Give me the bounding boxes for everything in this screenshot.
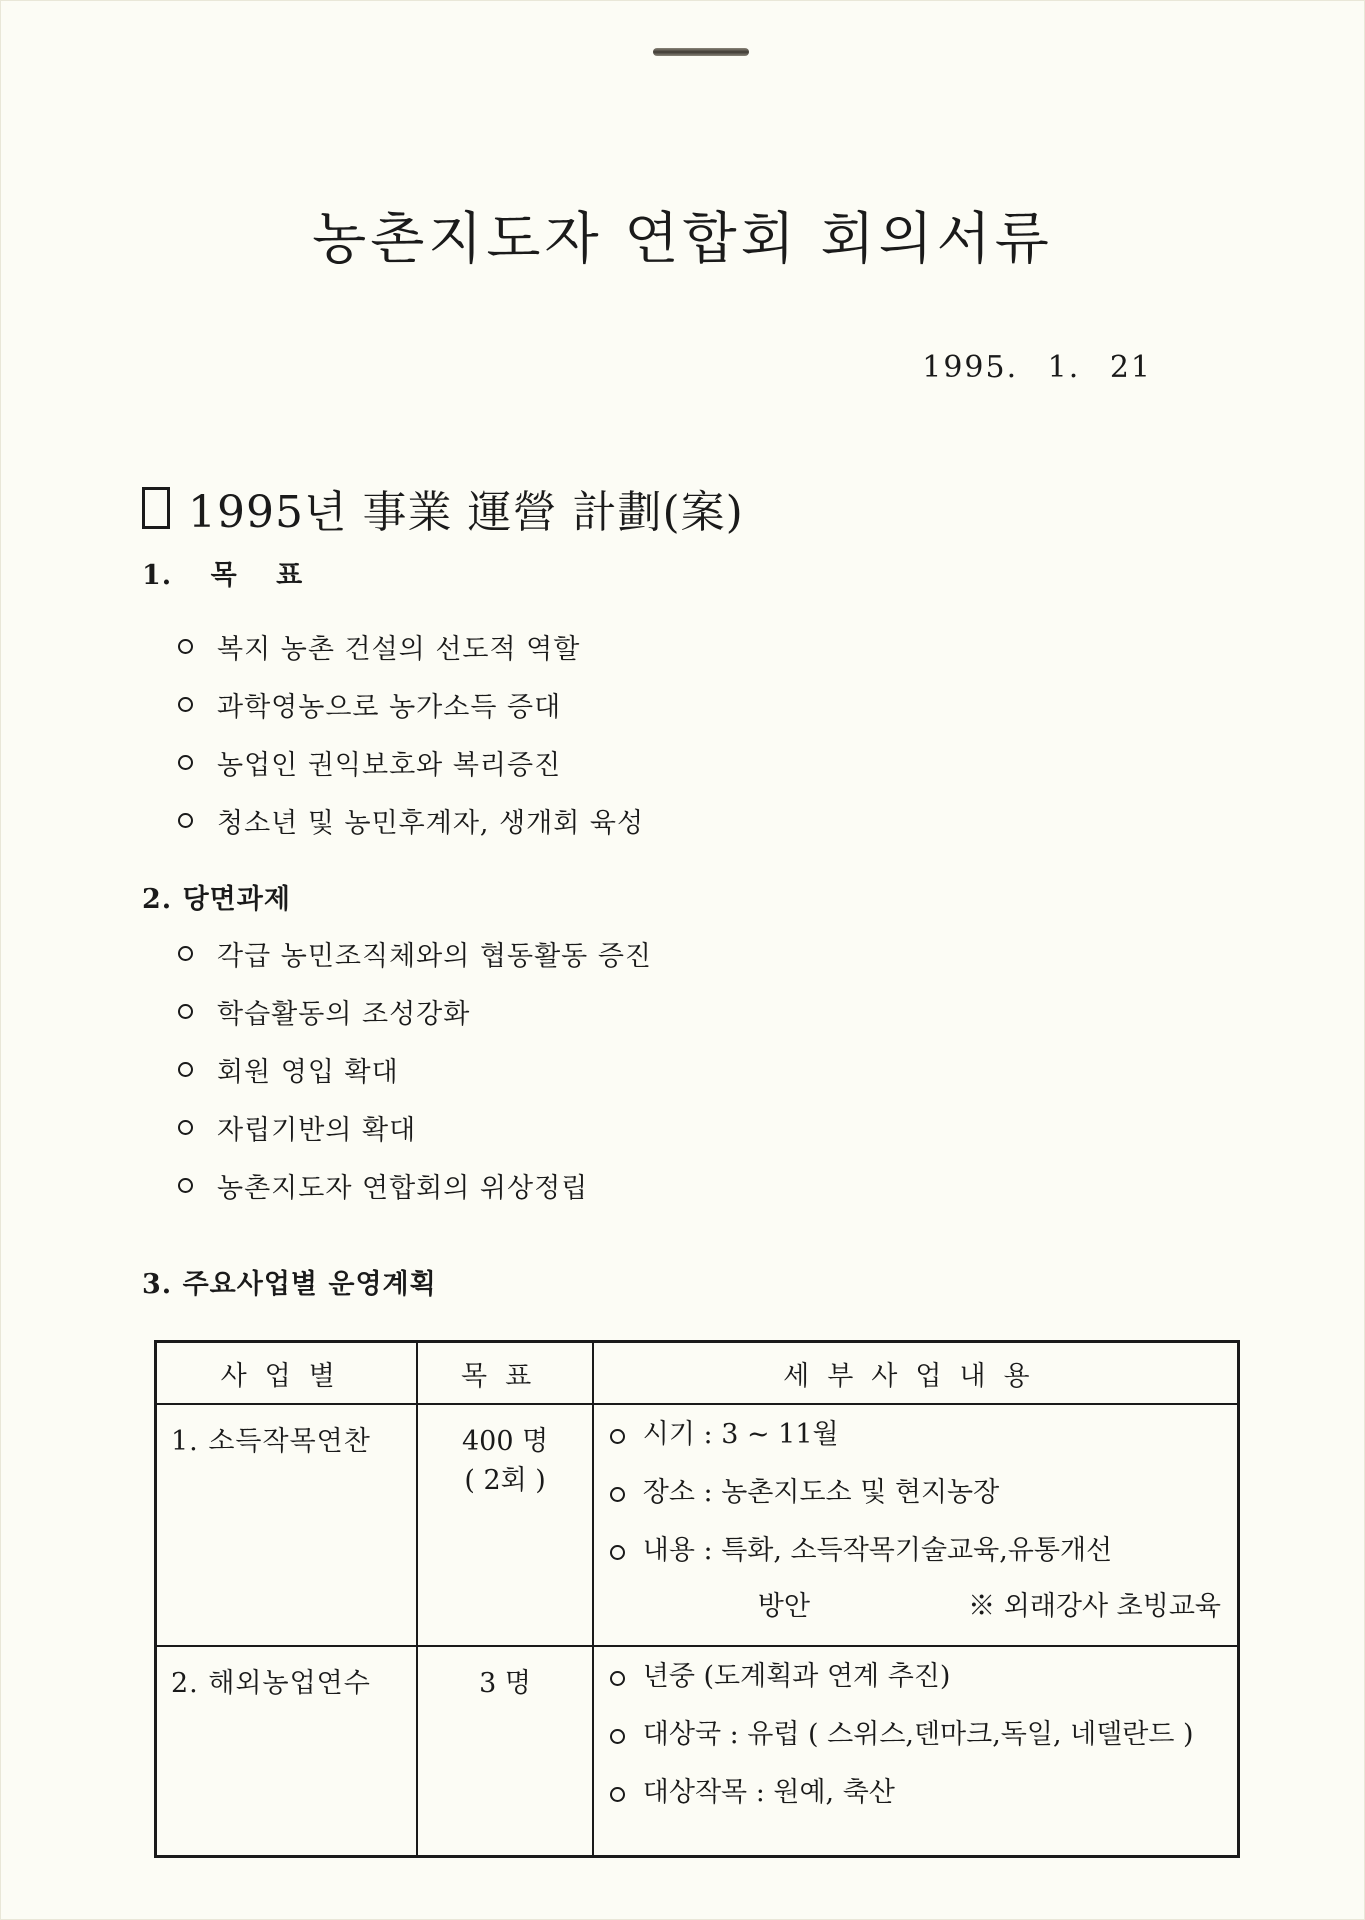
- list-item-text: 과학영농으로 농가소득 증대: [217, 691, 562, 723]
- tasks-list: [178, 924, 652, 1214]
- list-item-text: 회원 영입 확대: [217, 1056, 399, 1088]
- list-item-text: 각급 농민조직체와의 협동활동 증진: [217, 940, 652, 972]
- detail-text: 대상작목 : 원예, 축산: [642, 1777, 895, 1808]
- document-date: 1995. 1. 21: [922, 350, 1152, 385]
- circle-bullet-icon: [610, 1787, 625, 1802]
- list-item: [178, 733, 644, 791]
- circle-bullet-icon: [178, 697, 193, 712]
- document-title: 농촌지도자 연합회 회의서류: [312, 207, 1053, 272]
- circle-bullet-icon: [178, 1120, 193, 1135]
- target-value: 3 명: [479, 1668, 532, 1699]
- list-item-text: 자립기반의 확대: [217, 1114, 417, 1146]
- circle-bullet-icon: [178, 1178, 193, 1193]
- header-target: 목표: [417, 1342, 592, 1405]
- circle-bullet-icon: [178, 1004, 193, 1019]
- circle-bullet-icon: [178, 813, 193, 828]
- table-header-row: [156, 1342, 1239, 1405]
- circle-bullet-icon: [610, 1729, 625, 1744]
- plans-title: 3. 주요사업별 운영계획: [142, 1269, 437, 1300]
- table-row: [156, 1404, 1239, 1646]
- detail-continuation-left: 방안: [757, 1591, 810, 1622]
- business-cell: 1. 소득작목연찬: [156, 1404, 418, 1646]
- list-item: [178, 924, 652, 982]
- list-item: [178, 791, 644, 849]
- goals-section: [142, 553, 644, 849]
- detail-text: 년중 (도계획과 연계 추진): [642, 1661, 951, 1692]
- plan-heading-text: 1995년 事業 運營 計劃(案): [188, 487, 744, 538]
- list-item-text: 청소년 및 농민후계자, 생개회 육성: [217, 807, 645, 839]
- business-cell: 2. 해외농업연수: [156, 1646, 418, 1856]
- goals-title: 1. 목 표: [142, 560, 304, 591]
- target-sub: ( 2회 ): [464, 1465, 546, 1496]
- list-item: [178, 675, 644, 733]
- detail-note: ※ 외래강사 초빙교육: [968, 1591, 1221, 1622]
- circle-bullet-icon: [610, 1545, 625, 1560]
- circle-bullet-icon: [178, 639, 193, 654]
- list-item: [178, 982, 652, 1040]
- circle-bullet-icon: [178, 1062, 193, 1077]
- details-cell: [593, 1404, 1239, 1646]
- list-item: [178, 1098, 652, 1156]
- table-row: [156, 1646, 1239, 1856]
- target-cell: [417, 1646, 592, 1856]
- list-item-text: 학습활동의 조성강화: [217, 998, 471, 1030]
- target-value: 400 명: [461, 1426, 549, 1457]
- detail-text: 장소 : 농촌지도소 및 현지농장: [642, 1477, 1000, 1508]
- detail-text: 내용 : 특화, 소득작목기술교육,유통개선: [642, 1535, 1113, 1566]
- business-plan-table: [154, 1340, 1240, 1858]
- tasks-section: [142, 877, 652, 1214]
- list-item: [178, 1156, 652, 1214]
- plan-heading: [142, 476, 744, 540]
- target-cell: [417, 1404, 592, 1646]
- detail-item: [610, 1471, 1231, 1529]
- circle-bullet-icon: [178, 755, 193, 770]
- goals-list: [178, 617, 644, 849]
- tasks-title: 2. 당면과제: [142, 884, 291, 915]
- detail-item: [610, 1529, 1231, 1587]
- list-item: [178, 1040, 652, 1098]
- list-item-text: 농업인 권익보호와 복리증진: [217, 749, 562, 781]
- details-cell: [593, 1646, 1239, 1856]
- list-item: [178, 617, 644, 675]
- list-item-text: 복지 농촌 건설의 선도적 역할: [217, 633, 581, 665]
- detail-text: 시기 : 3 ~ 11월: [642, 1419, 839, 1450]
- circle-bullet-icon: [178, 946, 193, 961]
- detail-item: [610, 1413, 1231, 1471]
- list-item-text: 농촌지도자 연합회의 위상정립: [217, 1172, 589, 1204]
- checkbox-icon: [142, 487, 170, 529]
- staple-mark: [653, 48, 749, 56]
- detail-continuation: [610, 1587, 1231, 1637]
- detail-text: 대상국 : 유럽 ( 스위스,덴마크,독일, 네델란드 ): [642, 1719, 1194, 1750]
- detail-item: [610, 1655, 1231, 1713]
- detail-item: [610, 1771, 1231, 1829]
- detail-item: [610, 1713, 1231, 1771]
- header-business: 사업별: [156, 1342, 418, 1405]
- header-details: 세부사업내용: [593, 1342, 1239, 1405]
- plans-section: [142, 1262, 437, 1301]
- circle-bullet-icon: [610, 1671, 625, 1686]
- circle-bullet-icon: [610, 1429, 625, 1444]
- circle-bullet-icon: [610, 1487, 625, 1502]
